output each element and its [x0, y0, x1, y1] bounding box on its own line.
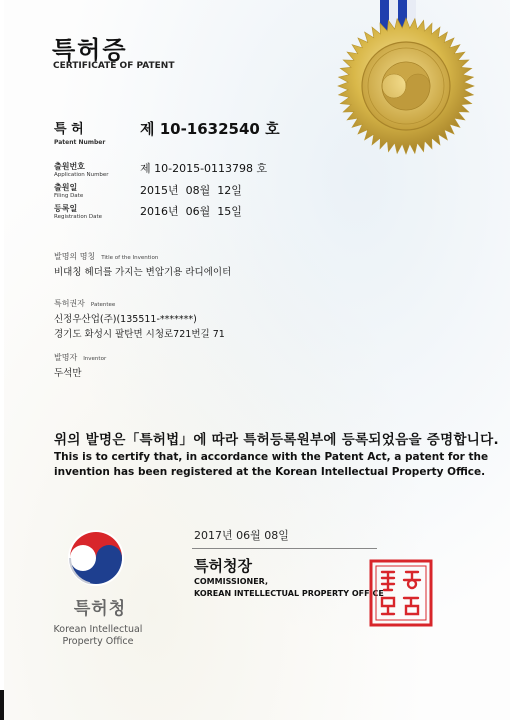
commissioner-title-korean: 특허청장: [194, 557, 252, 575]
commissioner-title-english: COMMISSIONER,: [194, 577, 269, 586]
application-number-label: 출원번호 Application Number: [54, 162, 109, 178]
certification-english: This is to certify that, in accordance with the Patent Act, a patent for the invention has been registered at the Korean Intellectual Property Office.: [54, 451, 489, 478]
gold-seal-icon: [336, 16, 476, 156]
inventor-name: 두석만: [54, 368, 82, 379]
patentee-label: 특허권자 Patentee: [54, 299, 116, 308]
invention-title-label: 발명의 명칭 Title of the Invention: [54, 252, 159, 261]
filing-date-label: 출원일 Filing Date: [54, 183, 84, 199]
application-number-value: 제 10-2015-0113798 호: [140, 162, 268, 175]
issue-date: 2017년 06월 08일: [194, 529, 289, 542]
certificate-subtitle: CERTIFICATE OF PATENT: [53, 61, 175, 71]
kipo-taegeuk-logo-icon: [66, 528, 126, 588]
patent-number-value: 제 10-1632540 호: [140, 120, 280, 138]
patent-number-label: 특 허 Patent Number: [54, 122, 106, 146]
invention-title-value: 비대칭 헤더를 가지는 변압기용 라디에이터: [54, 267, 232, 278]
official-stamp-icon: [368, 558, 434, 628]
certification-korean: 위의 발명은「특허법」에 따라 특허등록원부에 등록되었음을 증명합니다.: [54, 432, 499, 448]
filing-date-value: 2015년 08월 12일: [140, 184, 242, 197]
patentee-address: 경기도 화성시 팔탄면 시청로721번길 71: [54, 329, 225, 340]
office-name-korean: 특허청: [73, 599, 127, 619]
patentee-name: 신정우산업(주)(135511-*******): [54, 314, 197, 325]
registration-date-value: 2016년 06월 15일: [140, 205, 242, 218]
registration-date-label: 등록일 Registration Date: [54, 204, 103, 220]
left-edge-line: [0, 0, 4, 720]
office-name-english: Korean Intellectual Property Office: [53, 624, 143, 647]
certificate-title: 특허증: [52, 36, 128, 64]
office-name-signature: KOREAN INTELLECTUAL PROPERTY OFFICE: [194, 589, 384, 598]
signature-rule: [192, 548, 377, 549]
inventor-label: 발명자 Inventor: [54, 353, 107, 362]
